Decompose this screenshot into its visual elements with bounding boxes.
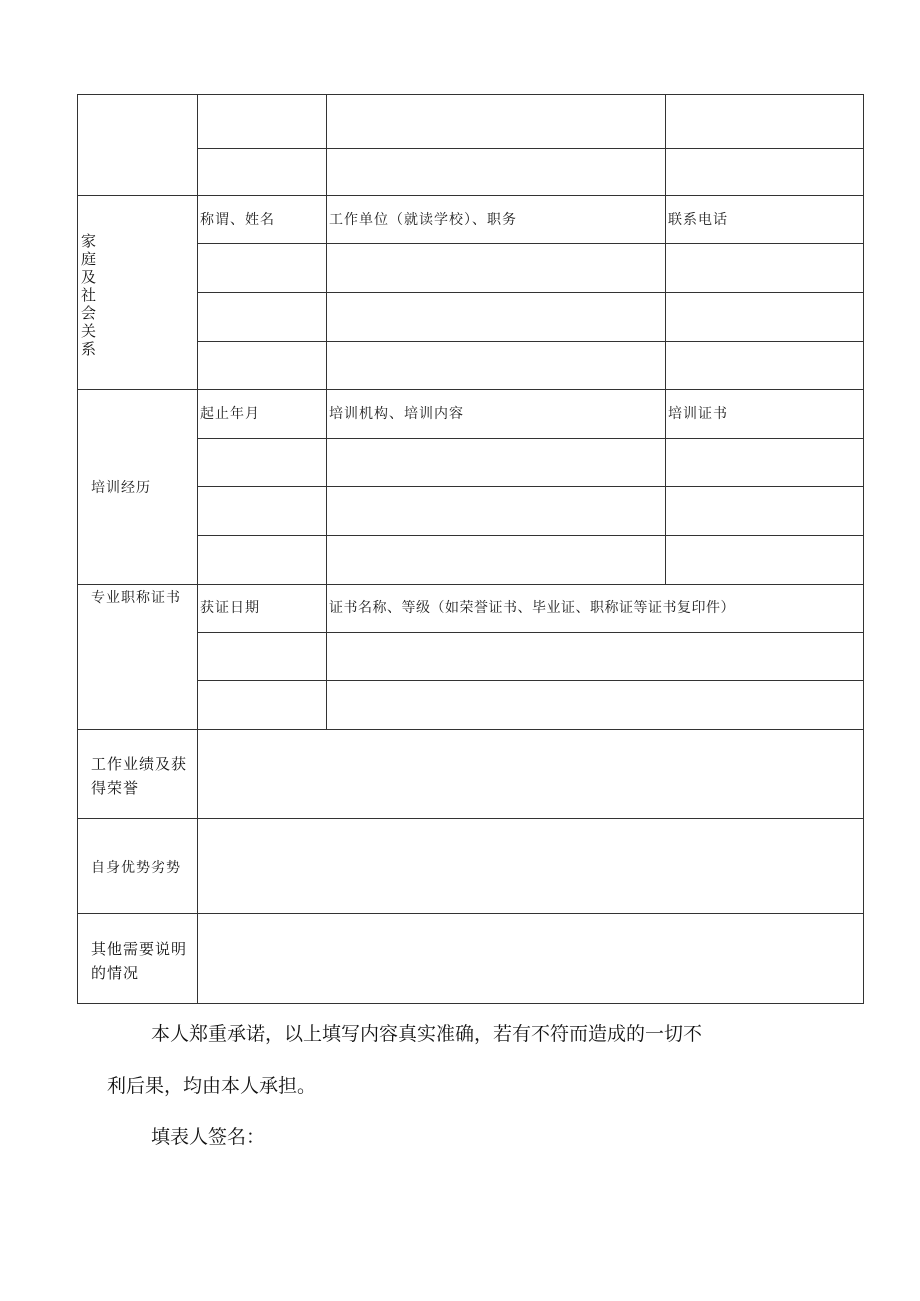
- family-section-label: 家庭及社会关系: [81, 232, 97, 358]
- family-header-phone: 联系电话: [668, 212, 728, 228]
- strengths-section-label: 自身优势劣势: [91, 860, 181, 876]
- training-header-certificate: 培训证书: [668, 406, 728, 422]
- declaration-line-2: 利后果，均由本人承担。: [107, 1075, 317, 1097]
- family-header-employer: 工作单位（就读学校）、职务: [329, 212, 517, 228]
- training-header-dates: 起止年月: [200, 406, 260, 422]
- certificates-header-name: 证书名称、等级（如荣誉证书、毕业证、职称证等证书复印件）: [329, 600, 735, 616]
- training-header-institution: 培训机构、培训内容: [329, 406, 464, 422]
- training-section-label: 培训经历: [91, 480, 151, 496]
- family-header-relation: 称谓、姓名: [200, 212, 275, 228]
- other-notes-section-label: 其他需要说明的情况: [91, 940, 188, 982]
- certificates-section-label: 专业职称证书: [91, 590, 181, 606]
- achievements-section-label: 工作业绩及获得荣誉: [91, 755, 188, 797]
- declaration-line-1: 本人郑重承诺，以上填写内容真实准确，若有不符而造成的一切不: [151, 1023, 703, 1045]
- signature-label: 填表人签名：: [151, 1126, 266, 1148]
- certificates-header-date: 获证日期: [200, 600, 260, 616]
